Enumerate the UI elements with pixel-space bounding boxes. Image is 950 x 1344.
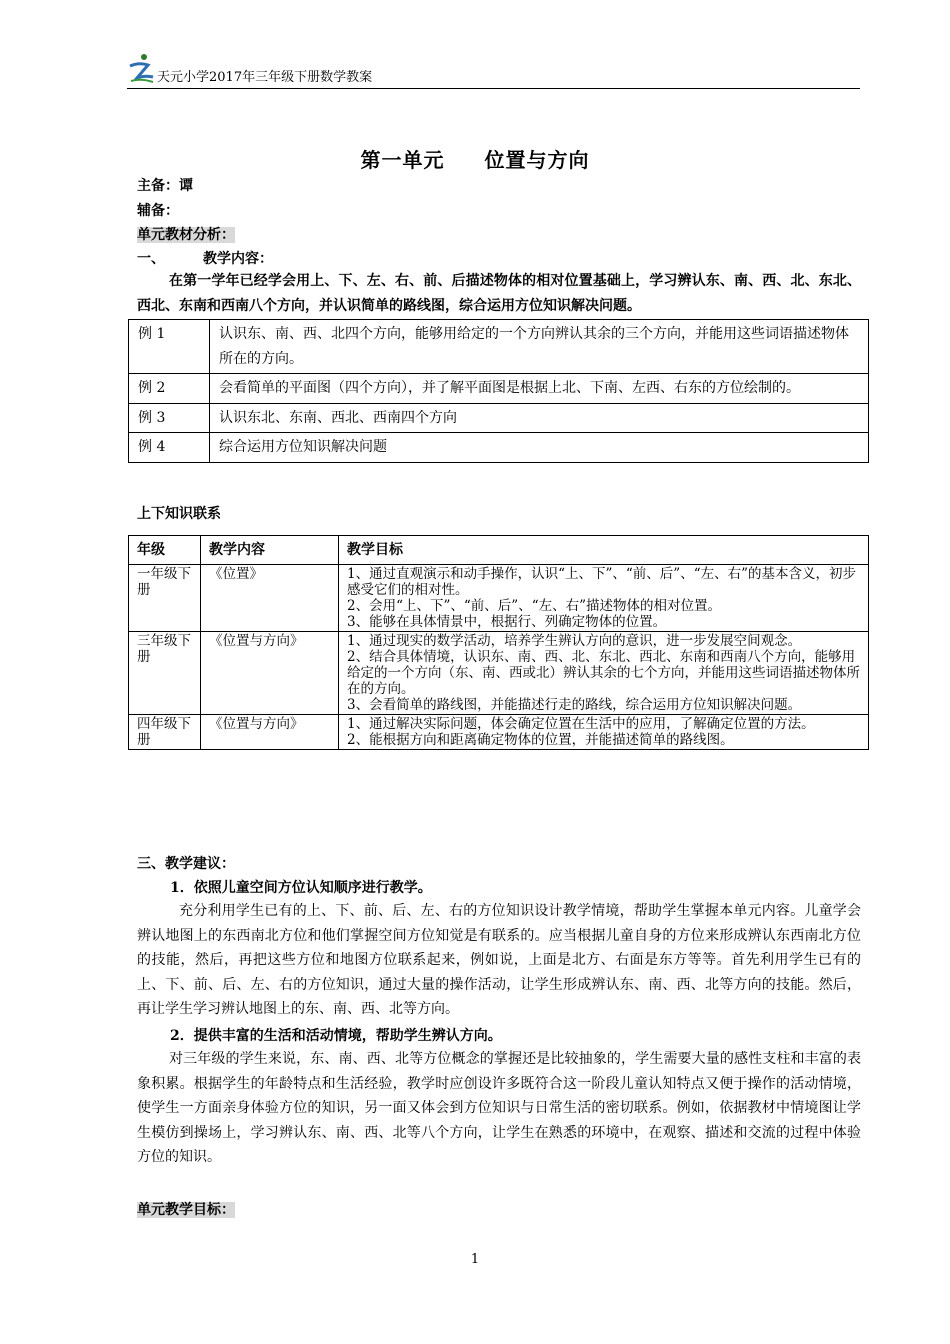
title-unit: 第一单元	[360, 148, 445, 172]
content-cell: 《位置》	[201, 565, 339, 632]
assist-author: 辅备：	[137, 203, 179, 219]
suggest-1-text: 充分利用学生已有的上、下、前、后、左、右的方位知识设计教学情境，帮助学生掌握本单元内容。儿童学会辨认地图上的东西南北方位和他们掌握空间方位知觉是有联系的。应当根据儿童自身的方位来形成辨认东西南北方位的技能，然后，再把这些方位和地图方位联系起来，例如说，上面是北方、右面是东方等等。首先利用学生已有的上、下、前、后、左、右的方位知识，通过大量的操作活动，让学生形成辨认东、南、西、北等方向的技能。然后，再让学生学习辨认地图上的东、南、西、北等方向。	[137, 903, 861, 1018]
table-row	[129, 433, 869, 463]
suggest-1-title: 1．依照儿童空间方位认知顺序进行教学。	[170, 880, 432, 896]
section1-number: 一、	[137, 251, 165, 267]
goal-item: 2、会用“上、下”、“前、后”、“左、右”描述物体的相对位置。	[347, 598, 721, 614]
table-row	[129, 320, 869, 374]
intro-paragraph: 在第一学年已经学会用上、下、左、右、前、后描述物体的相对位置基础上，学习辨认东、南、西、北、东北、西北、东南和西南八个方向，并认识简单的路线图，综合运用方位知识解决问题。	[137, 273, 861, 314]
column-header: 年级	[129, 536, 201, 565]
school-logo-icon	[127, 52, 155, 86]
page-title	[0, 144, 950, 173]
content-cell: 《位置与方向》	[201, 715, 339, 750]
goals-cell	[339, 632, 869, 715]
example-value: 认识东北、东南、西北、西南四个方向	[210, 403, 869, 433]
example-value: 会看简单的平面图（四个方向），并了解平面图是根据上北、下南、左西、右东的方位绘制的。	[210, 374, 869, 404]
example-value: 认识东、南、西、北四个方向，能够用给定的一个方向辨认其余的三个方向，并能用这些词语描述物体所在的方向。	[210, 320, 869, 374]
example-value: 综合运用方位知识解决问题	[210, 433, 869, 463]
goals-heading: 单元教学目标：	[137, 1202, 235, 1218]
column-header: 教学目标	[339, 536, 869, 565]
page-header	[127, 52, 860, 89]
page-number: 1	[470, 1252, 480, 1267]
goals-cell	[339, 565, 869, 632]
header-school-text: 天元小学2017年三年级下册数学教案	[157, 70, 373, 85]
suggest-2-text: 对三年级的学生来说，东、南、西、北等方位概念的掌握还是比较抽象的，学生需要大量的感性支柱和丰富的表象积累。根据学生的年龄特点和生活经验，教学时应创设许多既符合这一阶段儿童认知特点又便于操作的活动情境，使学生一方面亲身体验方位的知识，另一面又体会到方位知识与日常生活的密切联系。例如，依据教材中情境图让学生模仿到操场上，学习辨认东、南、西、北等八个方向，让学生在熟悉的环境中，在观察、描述和交流的过程中体验方位的知识。	[137, 1051, 861, 1166]
table-row	[129, 403, 869, 433]
suggest-2-title: 2．提供丰富的生活和活动情境，帮助学生辨认方向。	[170, 1028, 502, 1044]
table-header-row	[129, 536, 869, 565]
column-header: 教学内容	[201, 536, 339, 565]
section1-heading	[137, 248, 273, 268]
example-key: 例 1	[129, 320, 210, 374]
examples-table	[128, 319, 869, 463]
section1-title: 教学内容：	[203, 251, 273, 267]
grade-cell: 四年级下册	[129, 715, 201, 750]
table-row	[129, 632, 869, 715]
goals-cell	[339, 715, 869, 750]
grade-cell: 一年级下册	[129, 565, 201, 632]
goal-item: 2、结合具体情境，认识东、南、西、北、东北、西北、东南和西南八个方向，能够用给定的一个方向（东、南、西或北）辨认其余的七个方向，并能用这些词语描述物体所在的方向。	[347, 649, 860, 697]
goal-item: 1、通过解决实际问题，体会确定位置在生活中的应用，了解确定位置的方法。	[347, 716, 815, 732]
goal-item: 3、能够在具体情景中，根据行、列确定物体的位置。	[347, 614, 667, 630]
analysis-heading: 单元教材分析：	[137, 227, 235, 243]
table-row	[129, 715, 869, 750]
title-topic: 位置与方向	[484, 148, 590, 172]
goal-item: 1、通过直观演示和动手操作，认识“上、下”、“前、后”、“左、右”的基本含义，初步感受它们的相对性。	[347, 566, 856, 598]
example-key: 例 2	[129, 374, 210, 404]
knowledge-links-table	[128, 535, 869, 750]
example-key: 例 3	[129, 403, 210, 433]
table-row	[129, 565, 869, 632]
grade-cell: 三年级下册	[129, 632, 201, 715]
goal-item: 1、通过现实的数学活动，培养学生辨认方向的意识，进一步发展空间观念。	[347, 633, 802, 649]
goal-item: 3、会看简单的路线图，并能描述行走的路线，综合运用方位知识解决问题。	[347, 697, 802, 713]
example-key: 例 4	[129, 433, 210, 463]
goal-item: 2、能根据方向和距离确定物体的位置，并能描述简单的路线图。	[347, 732, 734, 748]
content-cell: 《位置与方向》	[201, 632, 339, 715]
lead-author: 主备：谭	[137, 178, 193, 194]
suggest-heading: 三、教学建议：	[137, 856, 235, 872]
table-row	[129, 374, 869, 404]
links-heading: 上下知识联系	[137, 506, 221, 522]
